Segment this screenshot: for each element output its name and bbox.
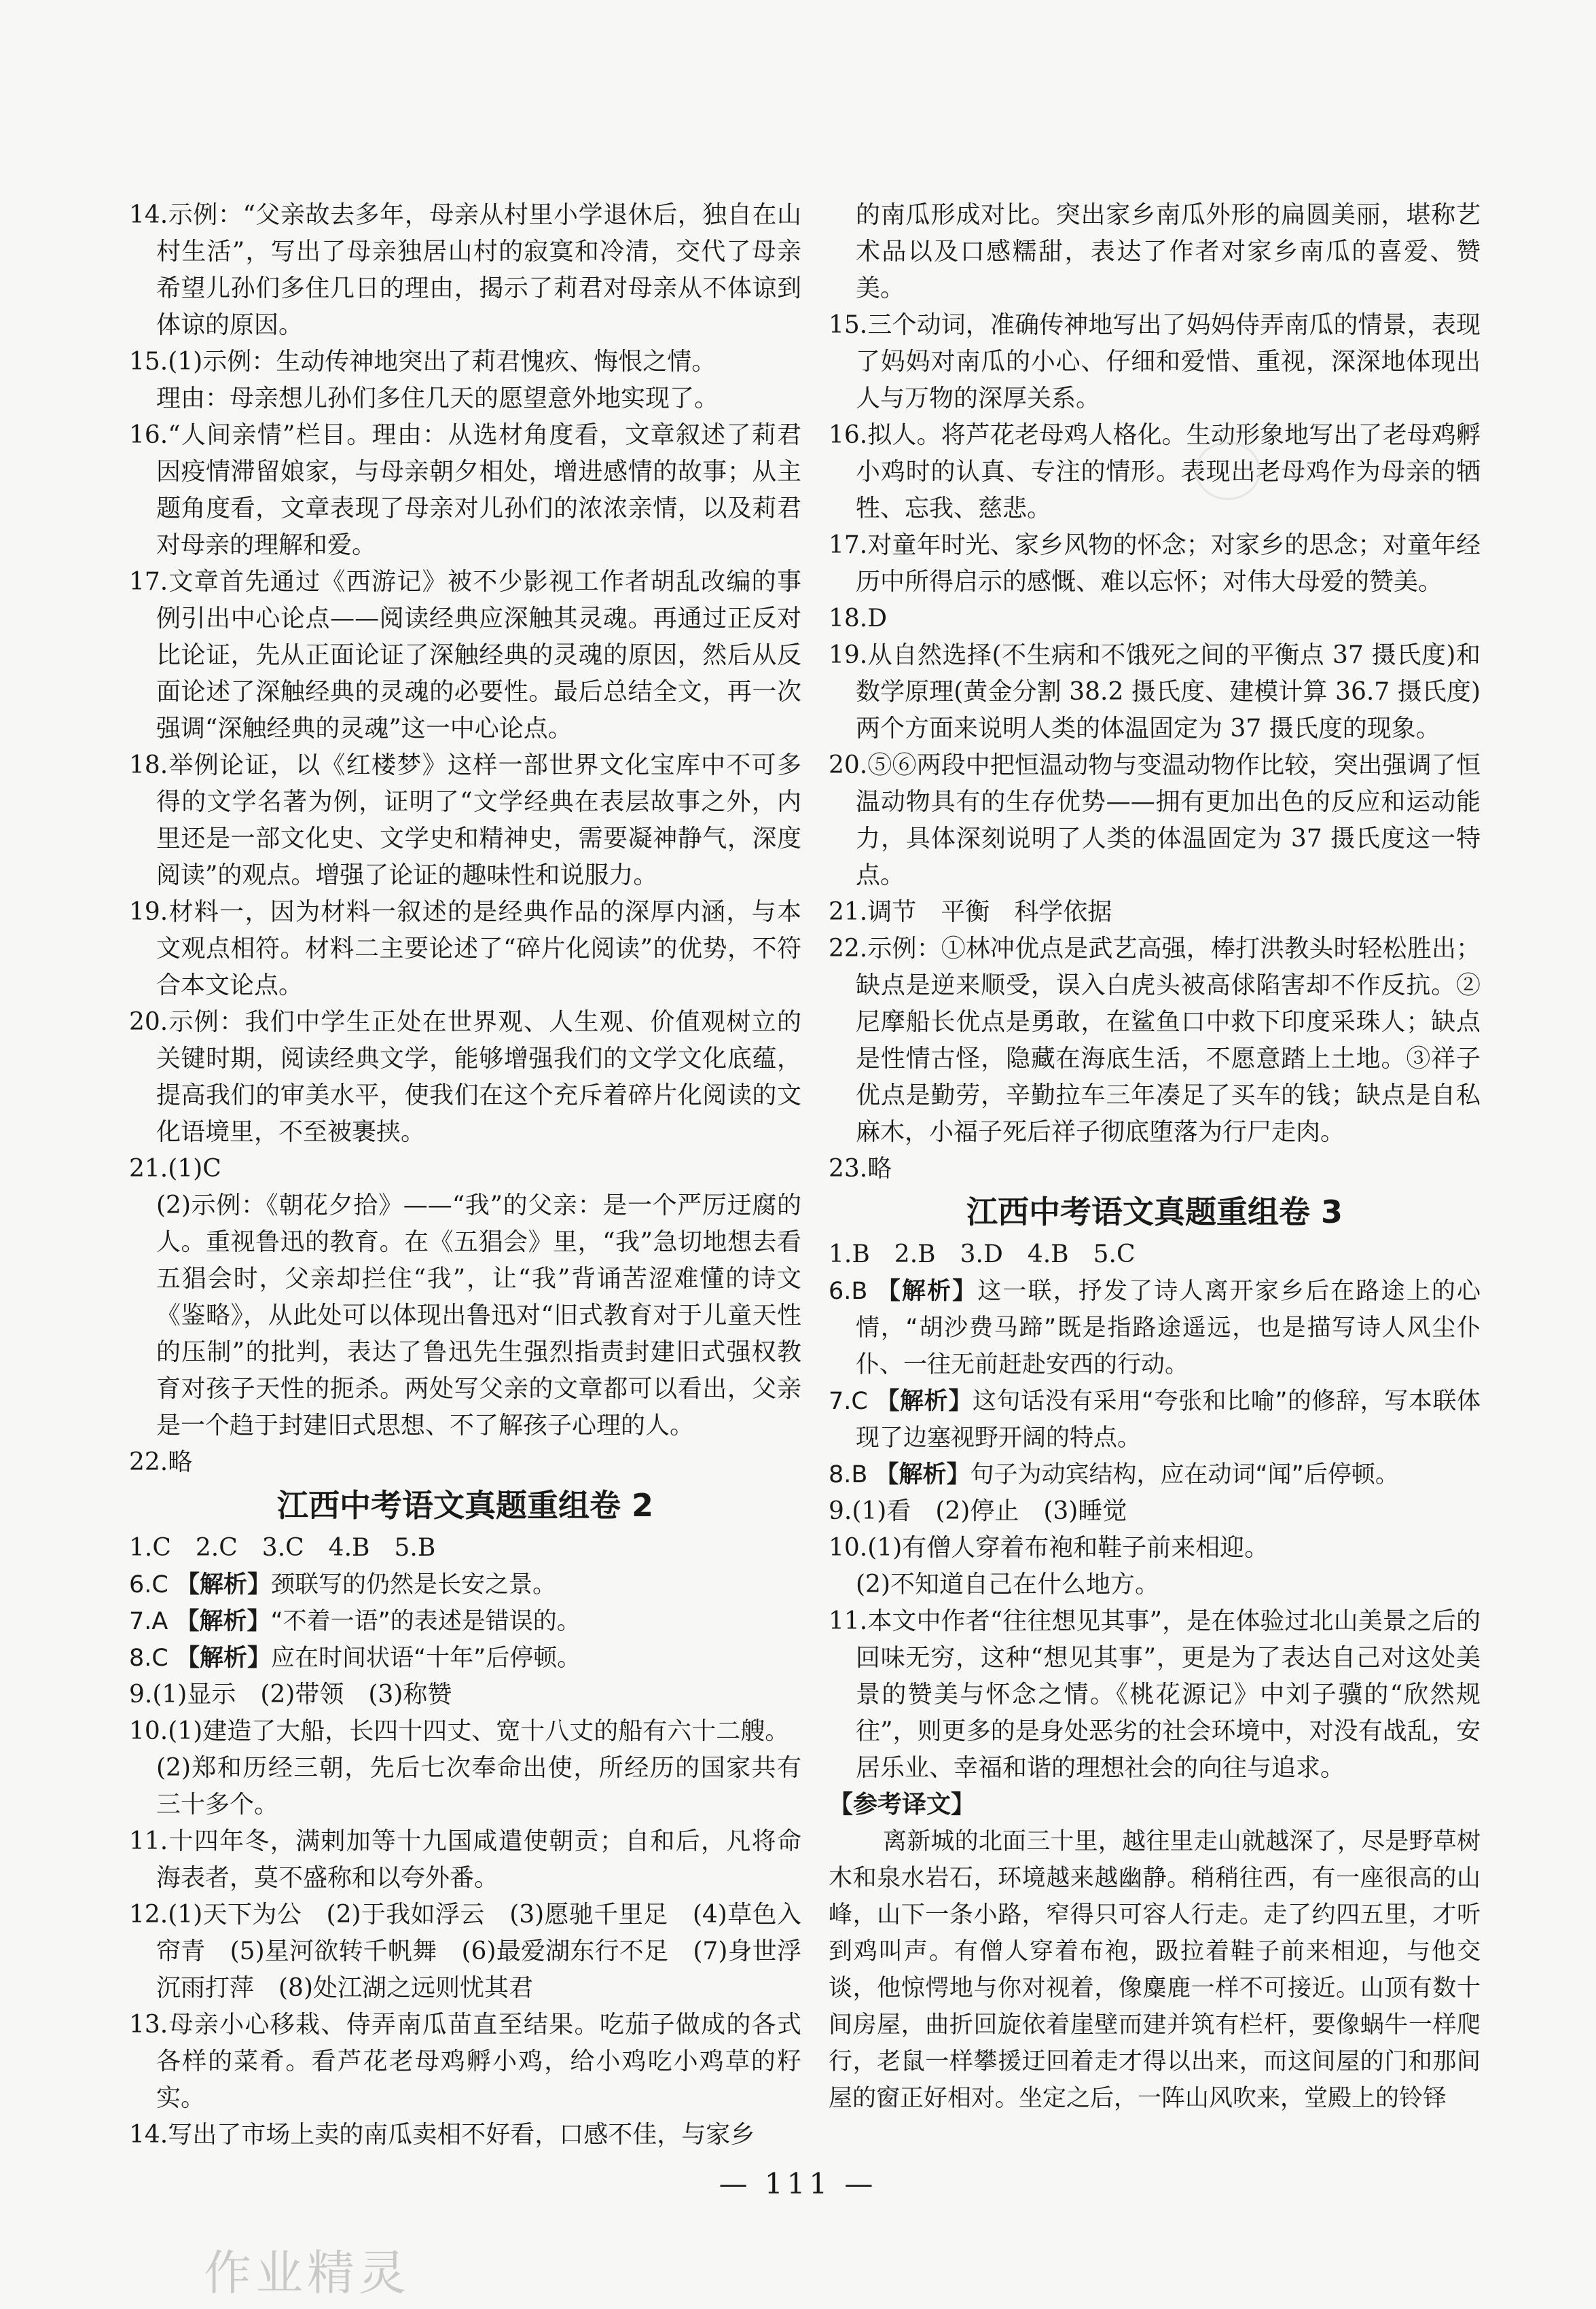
answer-20: 20.示例：我们中学生正处在世界观、人生观、价值观树立的关键时期，阅读经典文学，能够增强我们的文学文化底蕴，提高我们的审美水平，使我们在这个充斥着碎片化阅读的文化语境里，不至被裹挟。 (129, 1008, 801, 1146)
answer-2-23: 23.略 (829, 1155, 892, 1183)
answer-22: 22.略 (129, 1448, 193, 1476)
answer-2-12: 12.(1)天下为公 (2)于我如浮云 (3)愿驰千里足 (4)草色入帘青 (5)星河欲转千帆舞 (6)最爱湖东行不足 (7)身世浮沉雨打萍 (8)处江湖之远则忧其君 (129, 1901, 801, 2002)
answer-2-18: 18.D (829, 605, 888, 632)
right-column (829, 197, 1481, 2117)
answer-15-1: 15.(1)示例：生动传神地突出了莉君愧疚、悔恨之情。 (129, 348, 717, 376)
analysis-tag: 【解析】 (175, 1571, 271, 1598)
answer-2-11: 11.十四年冬，满剌加等十九国咸遣使朝贡；自和后，凡将命海表者，莫不盛称和以夸外番。 (129, 1827, 801, 1892)
analysis-tag: 【解析】 (175, 1608, 271, 1635)
answer-3-11: 11.本文中作者“往往想见其事”，是在体验过北山美景之后的回味无穷，这种“想见其事”，更是为了表达自己对这处美景的赞美与怀念之情。《桃花源记》中刘子骥的“欣然规往”，则更多的是身处恶劣的社会环境中，对没有战乱，安居乐业、幸福和谐的理想社会的向往与追求。 (829, 1607, 1481, 1782)
answer-2-10-1: 10.(1)建造了大船，长四十四丈、宽十八丈的船有六十二艘。 (129, 1717, 790, 1745)
answer-2-15: 15.三个动词，准确传神地写出了妈妈侍弄南瓜的情景，表现了妈妈对南瓜的小心、仔细和爱惜、重视，深深地体现出人与万物的深厚关系。 (829, 311, 1481, 412)
page-number: — 111 — (719, 2167, 877, 2200)
answer-2-17: 17.对童年时光、家乡风物的怀念；对家乡的思念；对童年经历中所得启示的感慨、难以忘怀；对伟大母爱的赞美。 (829, 531, 1481, 596)
answer-15-reason: 理由：母亲想儿孙们多住几天的愿望意外地实现了。 (156, 384, 719, 412)
watermark-stamp-icon (1195, 442, 1261, 500)
answer-2-22: 22.示例：①林冲优点是武艺高强，棒打洪教头时轻松胜出；缺点是逆来顺受，误入白虎头被高俅陷害却不作反抗。②尼摩船长优点是勇敢，在鲨鱼口中救下印度采珠人；缺点是性情古怪，隐藏在海底生活，不愿意踏上土地。③祥子优点是勤劳，辛勤拉车三年凑足了买车的钱；缺点是自私麻木，小福子死后祥子彻底堕落为行尸走肉。 (829, 935, 1481, 1146)
answer-14: 14.示例：“父亲故去多年，母亲从村里小学退休后，独自在山村生活”，写出了母亲独居山村的寂寞和冷清，交代了母亲希望儿孙们多住几日的理由，揭示了莉君对母亲从不体谅到体谅的原因。 (129, 201, 801, 339)
answer-3-1-5: 1.B 2.B 3.D 4.B 5.C (829, 1240, 1136, 1268)
answer-2-6: 6.C 【解析】颈联写的仍然是长安之景。 (129, 1571, 556, 1598)
answer-2-20: 20.⑤⑥两段中把恒温动物与变温动物作比较，突出强调了恒温动物具有的生存优势——拥有更加出色的反应和运动能力，具体深刻说明了人类的体温固定为 37 摄氏度这一特点。 (829, 751, 1481, 889)
answer-2-8: 8.C 【解析】应在时间状语“十年”后停顿。 (129, 1645, 581, 1672)
answer-2-13: 13.母亲小心移栽、侍弄南瓜苗直至结果。吃茄子做成的各式各样的菜肴。看芦花老母鸡孵小鸡，给小鸡吃小鸡草的籽实。 (129, 2011, 801, 2112)
answer-3-9: 9.(1)看 (2)停止 (3)睡觉 (829, 1497, 1127, 1525)
answer-2-21: 21.调节 平衡 科学依据 (829, 898, 1112, 926)
answer-3-10-2: (2)不知道自己在什么地方。 (856, 1571, 1159, 1598)
section-heading-2: 江西中考语文真题重组卷 2 (276, 1487, 654, 1524)
answer-3-6: 6.B 【解析】这一联，抒发了诗人离开家乡后在路途上的心情，“胡沙费马蹄”既是指路途遥远，也是描写诗人风尘仆仆、一往无前赶赴安西的行动。 (829, 1278, 1481, 1378)
answer-3-10-1: 10.(1)有僧人穿着布袍和鞋子前来相迎。 (829, 1534, 1269, 1562)
answer-2-19: 19.从自然选择(不生病和不饿死之间的平衡点 37 摄氏度)和数学原理(黄金分割 38.2 摄氏度、建模计算 36.7 摄氏度)两个方面来说明人类的体温固定为 37 摄氏度的现象。 (829, 641, 1481, 742)
answer-2-16: 16.拟人。将芦花老母鸡人格化。生动形象地写出了老母鸡孵小鸡时的认真、专注的情形。表现出老母鸡作为母亲的牺牲、忘我、慈悲。 (829, 421, 1481, 522)
analysis-tag: 【解析】 (876, 1278, 978, 1305)
answer-19: 19.材料一，因为材料一叙述的是经典作品的深厚内涵，与本文观点相符。材料二主要论述了“碎片化阅读”的优势，不符合本文论点。 (129, 898, 801, 999)
answer-2-9: 9.(1)显示 (2)带领 (3)称赞 (129, 1681, 452, 1708)
analysis-tag: 【解析】 (175, 1645, 271, 1672)
left-column (129, 197, 801, 2153)
answer-18: 18.举例论证，以《红楼梦》这样一部世界文化宝库中不可多得的文学名著为例，证明了“文学经典在表层故事之外，内里还是一部文化史、文学史和精神史，需要凝神静气，深度阅读”的观点。增强了论证的趣味性和说服力。 (129, 751, 801, 889)
answer-2-14-cont: 的南瓜形成对比。突出家乡南瓜外形的扁圆美丽，堪称艺术品以及口感糯甜，表达了作者对家乡南瓜的喜爱、赞美。 (856, 201, 1481, 302)
analysis-tag: 【解析】 (875, 1461, 971, 1488)
answer-2-14: 14.写出了市场上卖的南瓜卖相不好看，口感不佳，与家乡 (129, 2121, 755, 2149)
answer-17: 17.文章首先通过《西游记》被不少影视工作者胡乱改编的事例引出中心论点——阅读经典应深触其灵魂。再通过正反对比论证，先从正面论证了深触经典的灵魂的原因，然后从反面论述了深触经典的灵魂的必要性。最后总结全文，再一次强调“深触经典的灵魂”这一中心论点。 (129, 568, 801, 742)
section-heading-3: 江西中考语文真题重组卷 3 (966, 1194, 1343, 1230)
answer-16: 16.“人间亲情”栏目。理由：从选材角度看，文章叙述了莉君因疫情滞留娘家，与母亲朝夕相处，增进感情的故事；从主题角度看，文章表现了母亲对儿孙们的浓浓亲情，以及莉君对母亲的理解和爱。 (129, 421, 801, 559)
answer-2-10-2: (2)郑和历经三朝，先后七次奉命出使，所经历的国家共有三十多个。 (156, 1754, 801, 1819)
reference-translation-tag: 【参考译文】 (829, 1791, 976, 1819)
analysis-tag: 【解析】 (875, 1388, 973, 1415)
answer-21-1: 21.(1)C (129, 1155, 221, 1183)
reference-translation-text: 离新城的北面三十里，越往里走山就越深了，尽是野草树木和泉水岩石，环境越来越幽静。稍稍往西，有一座很高的山峰，山下一条小路，窄得只可容人行走。走了约四五里，才听到鸡叫声。有僧人穿着布袍，趿拉着鞋子前来相迎，与他交谈，他惊愕地与你对视着，像麋鹿一样不可接近。山顶有数十间房屋，曲折回旋依着崖壁而建并筑有栏杆，要像蜗牛一样爬行，老鼠一样攀援迂回着走才得以出来，而这间屋的门和那间屋的窗正好相对。坐定之后，一阵山风吹来，堂殿上的铃铎 (829, 1828, 1481, 2112)
watermark-text: 作业精灵 (204, 2245, 410, 2301)
answer-21-2: (2)示例：《朝花夕拾》——“我”的父亲：是一个严厉迂腐的人。重视鲁迅的教育。在《五猖会》里，“我”急切地想去看五猖会时，父亲却拦住“我”，让“我”背诵苦涩难懂的诗文《鉴略》，从此处可以体现出鲁迅对“旧式教育对于儿童天性的压制”的批判，表达了鲁迅先生强烈指责封建旧式强权教育对孩子天性的扼杀。两处写父亲的文章都可以看出，父亲是一个趋于封建旧式思想、不了解孩子心理的人。 (156, 1192, 801, 1439)
answer-2-1-5: 1.C 2.C 3.C 4.B 5.B (129, 1534, 436, 1562)
answer-2-7: 7.A 【解析】“不着一语”的表述是错误的。 (129, 1608, 581, 1635)
answer-3-7: 7.C 【解析】这句话没有采用“夸张和比喻”的修辞，写本联体现了边塞视野开阔的特点。 (829, 1388, 1481, 1452)
answer-3-8: 8.B 【解析】句子为动宾结构，应在动词“闻”后停顿。 (829, 1461, 1399, 1488)
